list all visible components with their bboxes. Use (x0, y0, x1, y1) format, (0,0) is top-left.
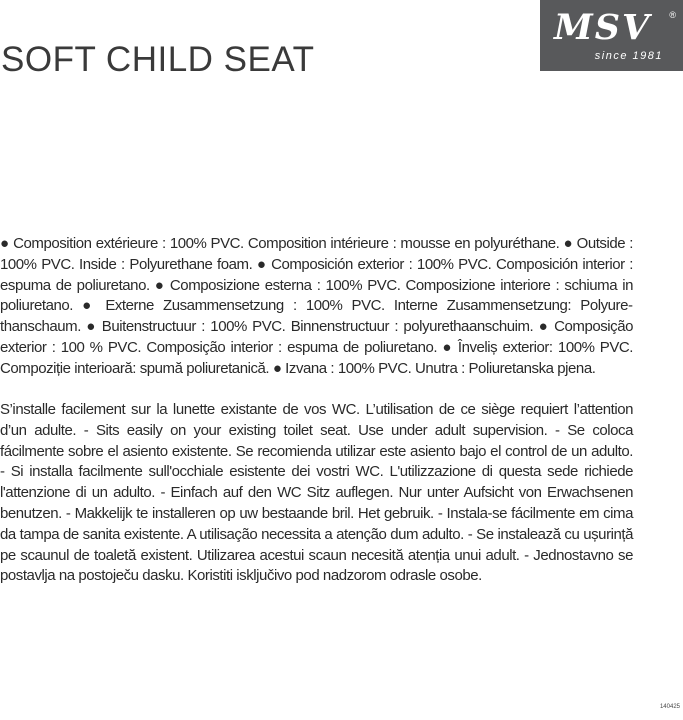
instructions-paragraph: S’installe facilement sur la lunette existante de vos WC. L’utilisation de ce siège requiert l’attention d’un adulte. - Sits easily on your existing toilet seat. Use under adult supervision. - Se coloca fácilmente sobre el asiento existente. Se recomienda utilizar este asiento bajo el control de un adulto. - Si installa facilmente sull'occhiale esistente dei vostri WC. L'utilizzazione di questa sede richiede l'attenzione di un adulto. - Einfach auf den WC Sitz auflegen. Nur unter Aufsicht von Erwachsenen benutzen. - Makkelijk te installeren op uw bestaande bril. Het gebruik. - Instala-se fácilmente em cima da tampa de sanita existente. A utilisação necessita a atenção dum adulto. - Se instalează cu ușurință pe scaunul de toaletă existent. Utilizarea acestui scaun necesită atenția unui adult. - Jednostavno se postavlja na postoječu dasku. Koristiti isključivo pod nadzorom odrasle osobe. (0, 401, 633, 585)
logo-name: MSV (554, 7, 652, 48)
product-code: 140425 (659, 704, 680, 710)
composition-paragraph: ● Composition extérieure : 100% PVC. Composition intérieure : mousse en polyuréthane. ● Outside : 100% PVC. Inside : Polyurethane foam. ● Composición exterior : 100% PVC. Composición interior : espuma de poliuretano. ● Composizione esterna : 100% PVC. Composizione interiore : schiuma in poliuretano. ● Externe Zusammensetzung : 100% PVC. Interne Zusammensetzung: Polyurethanschaum. ● Buitenstructuur : 100% PVC. Binnenstructuur : polyurethaanschuim. ● Composição exterior : 100 % PVC. Composição interior : espuma de poliuretano. ● Înveliș exterior: 100% PVC. Compoziție interioară: spumă poliuretanică. ● Izvana : 100% PVC. Unutra : Poliuretanska pjena. (0, 235, 633, 377)
logo-since-text: since 1981 (594, 50, 663, 62)
registered-mark: ® (669, 10, 676, 20)
brand-logo (540, 0, 683, 71)
page-title: SOFT CHILD SEAT (1, 40, 315, 79)
